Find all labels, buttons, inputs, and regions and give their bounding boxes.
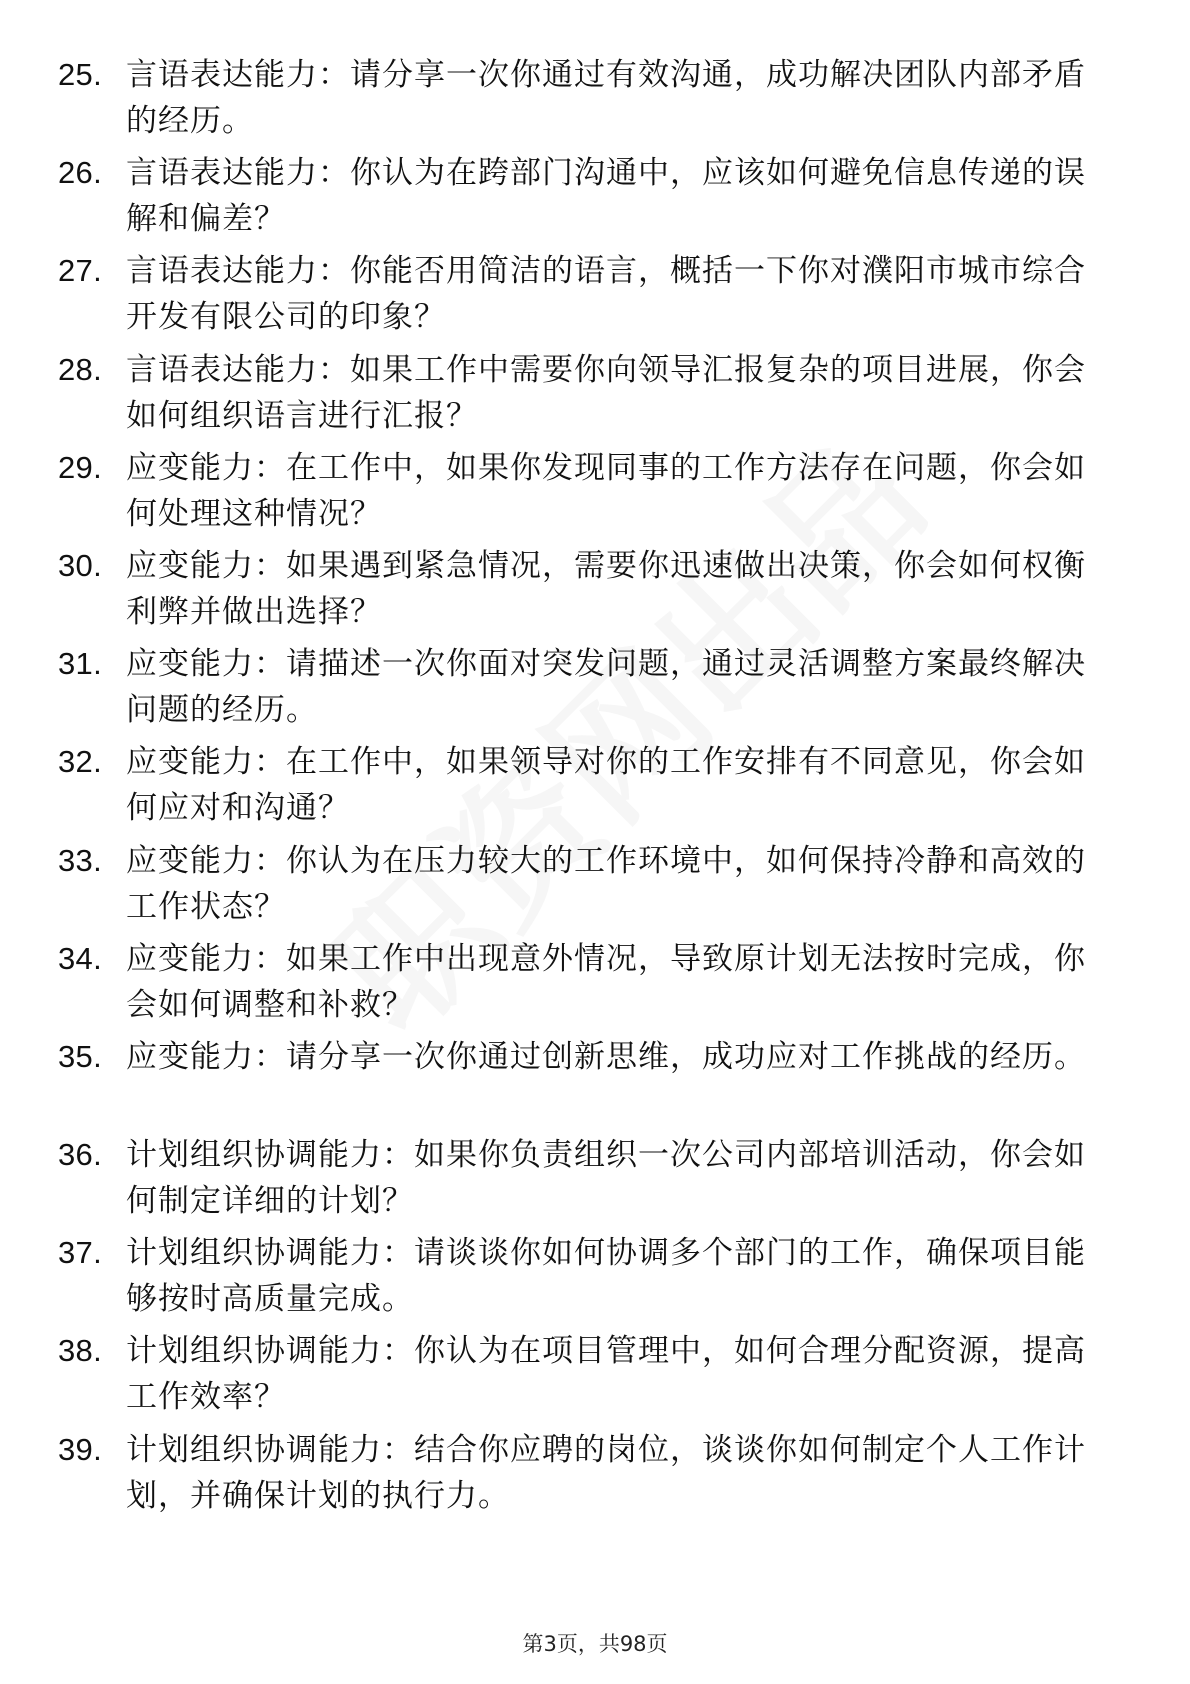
question-item: [0, 1328, 1190, 1426]
question-text: 言语表达能力：你认为在跨部门沟通中，应该如何避免信息传递的误解和偏差？: [126, 155, 1086, 238]
question-text: 言语表达能力：请分享一次你通过有效沟通，成功解决团队内部矛盾的经历。: [126, 57, 1086, 139]
question-text: 应变能力：如果工作中出现意外情况，导致原计划无法按时完成，你会如何调整和补救？: [126, 940, 1086, 1023]
question-text: 应变能力：如果遇到紧急情况，需要你迅速做出决策，你会如何权衡利弊并做出选择？: [126, 547, 1086, 630]
question-text: 言语表达能力：你能否用简洁的语言，概括一下你对濮阳市城市综合开发有限公司的印象？: [126, 253, 1086, 336]
question-number: 38.: [58, 1333, 102, 1369]
question-text: 应变能力：在工作中，如果你发现同事的工作方法存在问题，你会如何处理这种情况？: [126, 449, 1086, 532]
page-footer: 第3页，共98页: [522, 1632, 668, 1656]
question-item: [0, 347, 1190, 445]
question-number: 35.: [58, 1038, 102, 1074]
question-item: [0, 641, 1190, 739]
question-text: 计划组织协调能力：结合你应聘的岗位，谈谈你如何制定个人工作计划，并确保计划的执行力。: [126, 1431, 1086, 1514]
question-item: [0, 936, 1190, 1034]
question-number: 28.: [58, 351, 102, 387]
question-number: 30.: [58, 547, 102, 583]
question-text: 应变能力：你认为在压力较大的工作环境中，如何保持冷静和高效的工作状态？: [126, 842, 1086, 925]
question-text: 计划组织协调能力：请谈谈你如何协调多个部门的工作，确保项目能够按时高质量完成。: [126, 1235, 1086, 1318]
question-number: 27.: [58, 253, 102, 289]
question-item: [0, 739, 1190, 837]
question-item: [0, 1427, 1190, 1525]
question-number: 29.: [58, 449, 102, 485]
question-item: [0, 445, 1190, 543]
question-number: 39.: [58, 1431, 102, 1467]
question-item: [0, 1034, 1190, 1132]
question-number: 37.: [58, 1235, 102, 1271]
question-item: [0, 52, 1190, 150]
question-text: 计划组织协调能力：如果你负责组织一次公司内部培训活动，你会如何制定详细的计划？: [126, 1137, 1086, 1220]
question-text: 计划组织协调能力：你认为在项目管理中，如何合理分配资源，提高工作效率？: [126, 1333, 1086, 1416]
question-text: 应变能力：在工作中，如果领导对你的工作安排有不同意见，你会如何应对和沟通？: [126, 744, 1086, 827]
question-item: [0, 150, 1190, 248]
question-list: [0, 52, 1190, 1525]
question-item: [0, 248, 1190, 346]
question-text: 言语表达能力：如果工作中需要你向领导汇报复杂的项目进展，你会如何组织语言进行汇报？: [126, 351, 1086, 434]
question-item: [0, 1132, 1190, 1230]
question-item: [0, 543, 1190, 641]
question-number: 34.: [58, 940, 102, 976]
question-number: 25.: [58, 57, 102, 92]
question-number: 33.: [58, 842, 102, 878]
question-text: 应变能力：请描述一次你面对突发问题，通过灵活调整方案最终解决问题的经历。: [126, 646, 1086, 729]
question-number: 36.: [58, 1137, 102, 1173]
question-item: [0, 838, 1190, 936]
question-text: 应变能力：请分享一次你通过创新思维，成功应对工作挑战的经历。: [126, 1038, 1086, 1075]
question-item: [0, 1230, 1190, 1328]
question-number: 32.: [58, 744, 102, 780]
question-number: 26.: [58, 155, 102, 191]
question-number: 31.: [58, 646, 102, 682]
